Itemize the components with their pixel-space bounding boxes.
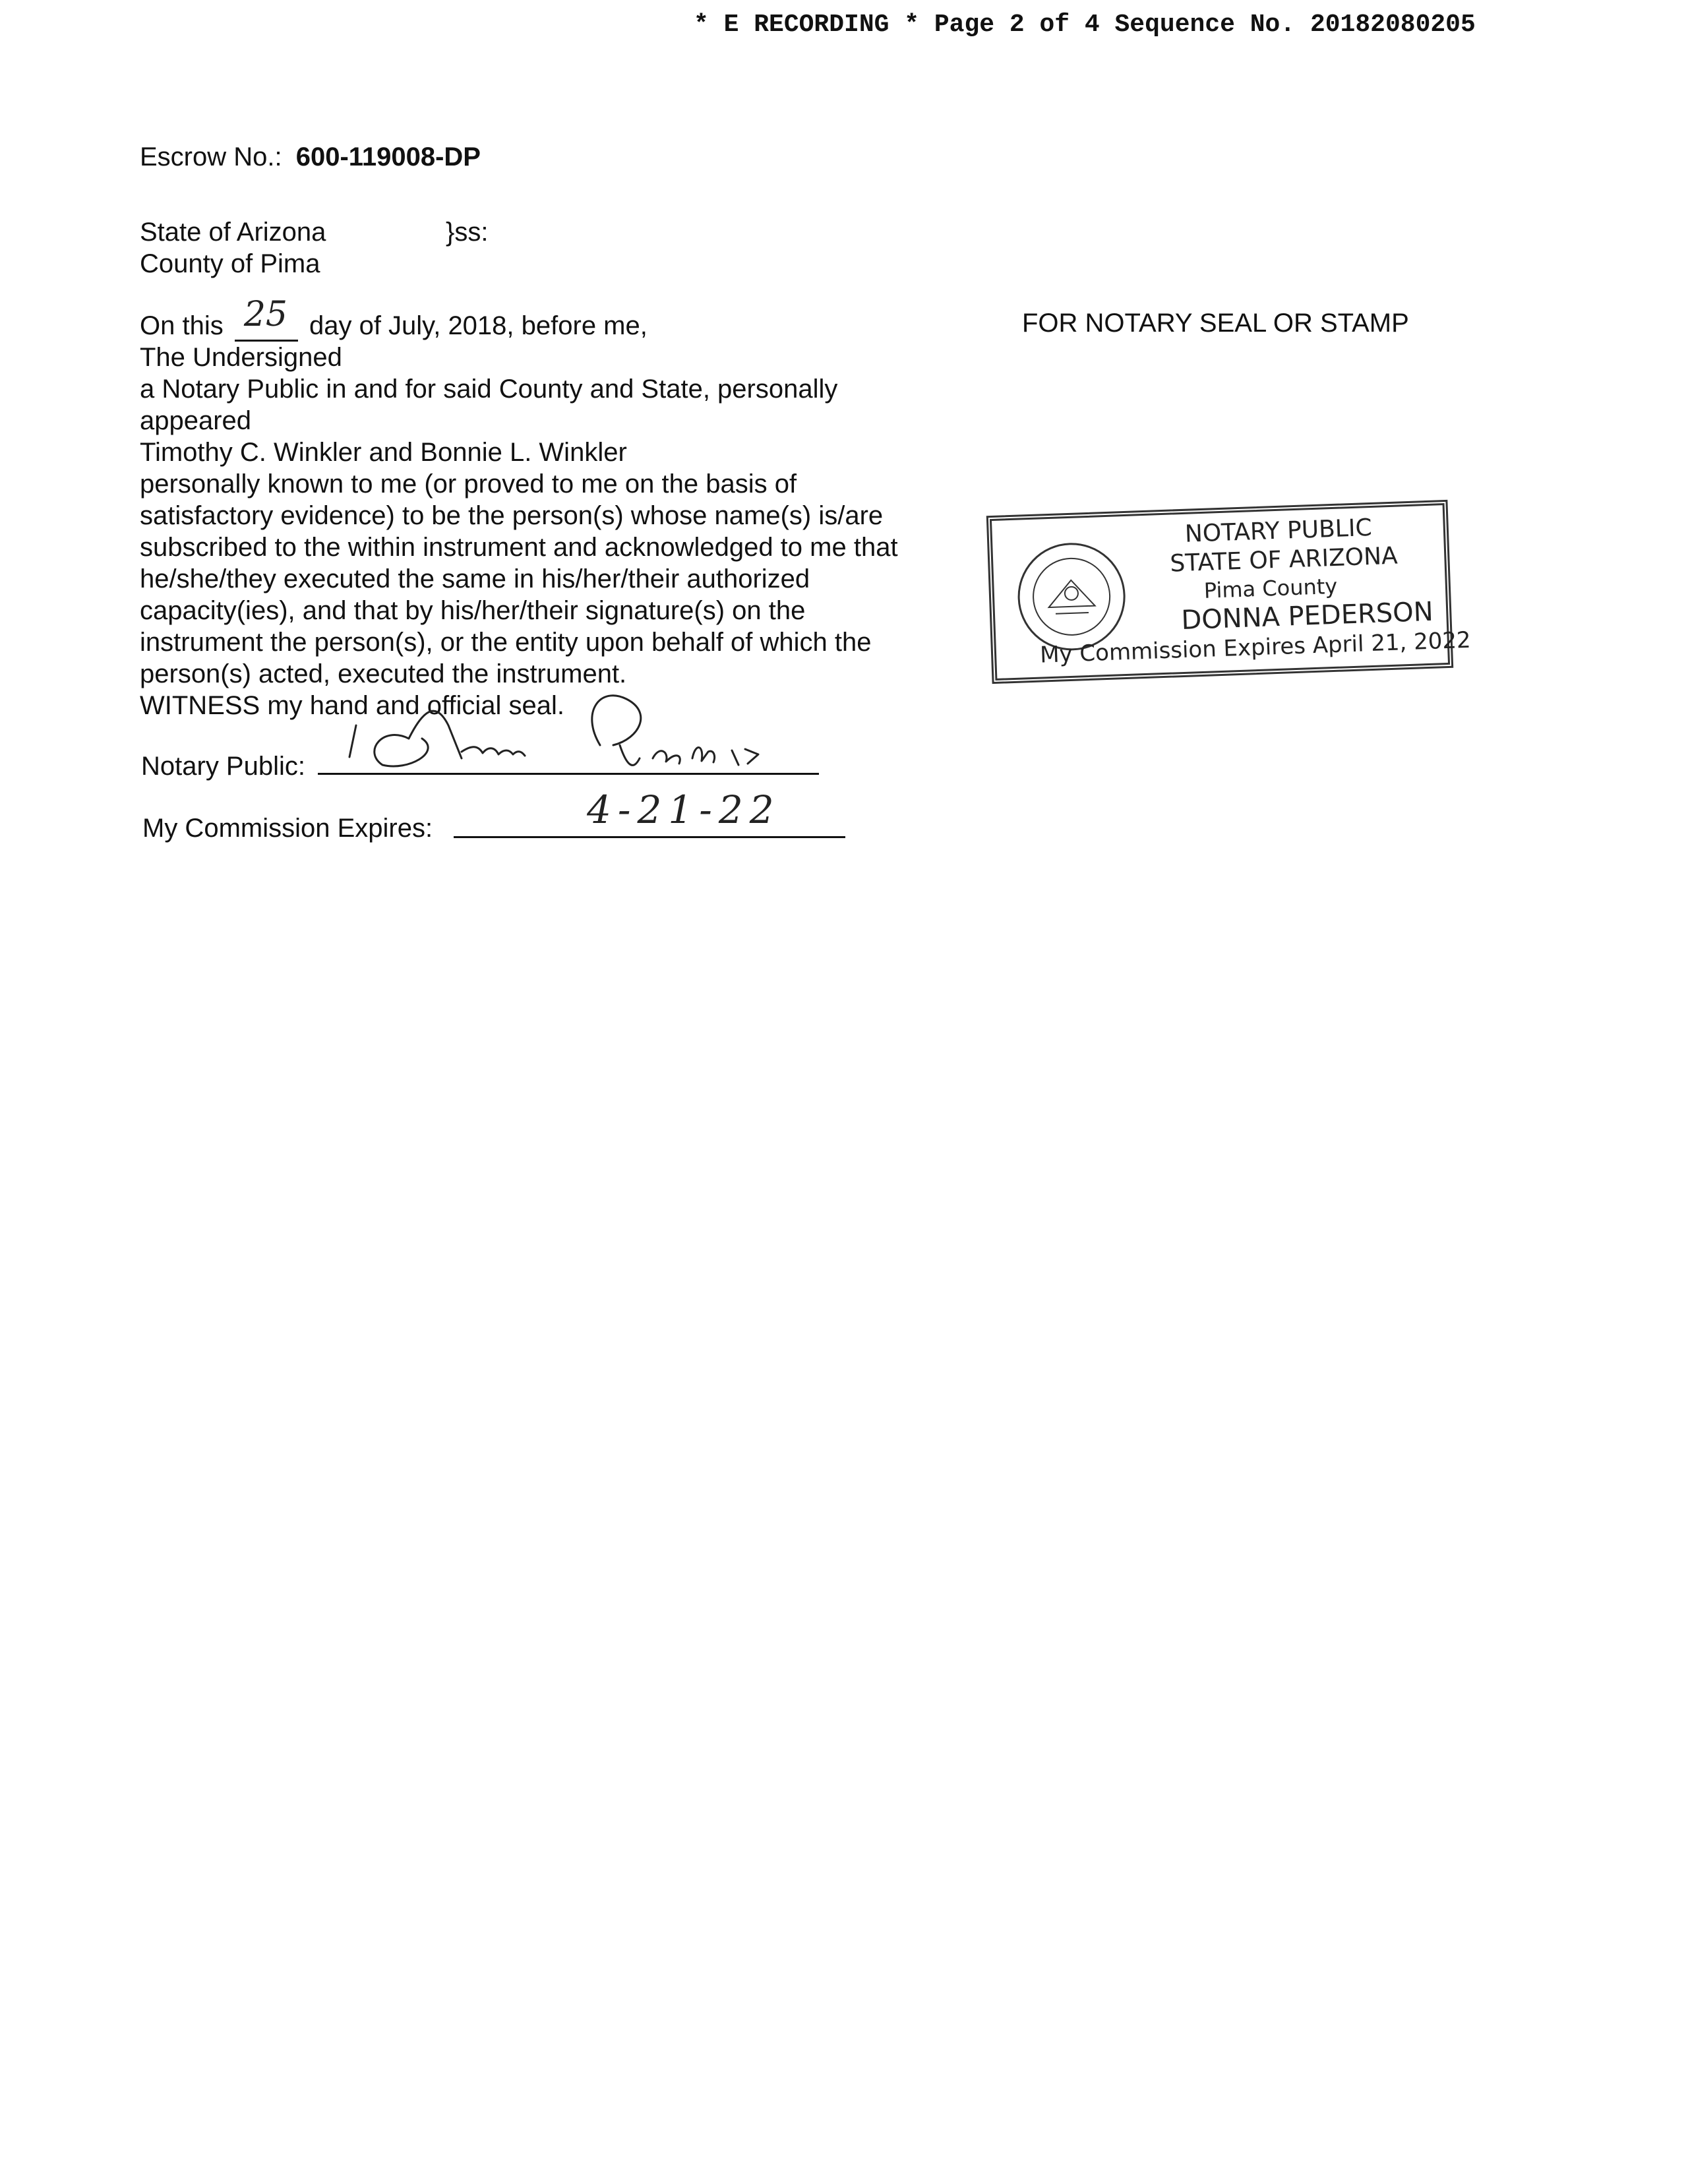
stamp-line-3: Pima County	[1203, 573, 1338, 603]
day-blank	[235, 295, 298, 342]
arizona-state-seal-icon	[1013, 539, 1130, 655]
stamp-line-5: My Commission Expires April 21, 2022	[1039, 626, 1472, 669]
notary-signature	[310, 673, 811, 778]
recording-header: * E RECORDING * Page 2 of 4 Sequence No. 20182080205	[694, 11, 1476, 39]
venue-county: County of Pima	[140, 249, 320, 278]
ack-line-9: he/she/they executed the same in his/her/their authorized	[140, 564, 810, 593]
ack-line-5: Timothy C. Winkler and Bonnie L. Winkler	[140, 438, 627, 467]
venue-ss: }ss:	[446, 218, 489, 247]
notary-stamp	[986, 500, 1472, 684]
notary-public-label: Notary Public:	[141, 752, 305, 781]
escrow-line	[140, 141, 481, 173]
ack-line-1	[140, 295, 648, 342]
ack-line-12: person(s) acted, executed the instrument.	[140, 659, 627, 688]
ack-line-3: a Notary Public in and for said County and State, personally	[140, 375, 838, 404]
stamp-line-2: STATE OF ARIZONA	[1169, 542, 1399, 578]
ack-line-4: appeared	[140, 406, 252, 435]
ack-line-10: capacity(ies), and that by his/her/their signature(s) on the	[140, 596, 806, 625]
stamp-line-4: DONNA PEDERSON	[1180, 596, 1434, 636]
ack-line-11: instrument the person(s), or the entity upon behalf of which the	[140, 628, 872, 657]
ack-line-6: personally known to me (or proved to me on the basis of	[140, 470, 797, 499]
ack-line-8: subscribed to the within instrument and acknowledged to me that	[140, 533, 898, 562]
ack-line-7: satisfactory evidence) to be the person(s) whose name(s) is/are	[140, 501, 884, 530]
ack-line-13: WITNESS my hand and official seal.	[140, 691, 564, 720]
venue-state: State of Arizona	[140, 218, 326, 247]
ack-line-2: The Undersigned	[140, 343, 342, 372]
day-handwritten: 25	[243, 295, 288, 334]
commission-expires-label: My Commission Expires:	[142, 814, 433, 843]
escrow-label: Escrow No.:	[140, 142, 282, 171]
stamp-line-1: NOTARY PUBLIC	[1184, 514, 1373, 548]
ack-line-1-suffix: day of July, 2018, before me,	[309, 311, 648, 340]
ack-line-1-prefix: On this	[140, 311, 224, 340]
escrow-number: 600-119008-DP	[295, 142, 481, 171]
commission-expires-handwritten: 4-21-22	[587, 787, 781, 832]
seal-area-label: FOR NOTARY SEAL OR STAMP	[1022, 309, 1409, 338]
